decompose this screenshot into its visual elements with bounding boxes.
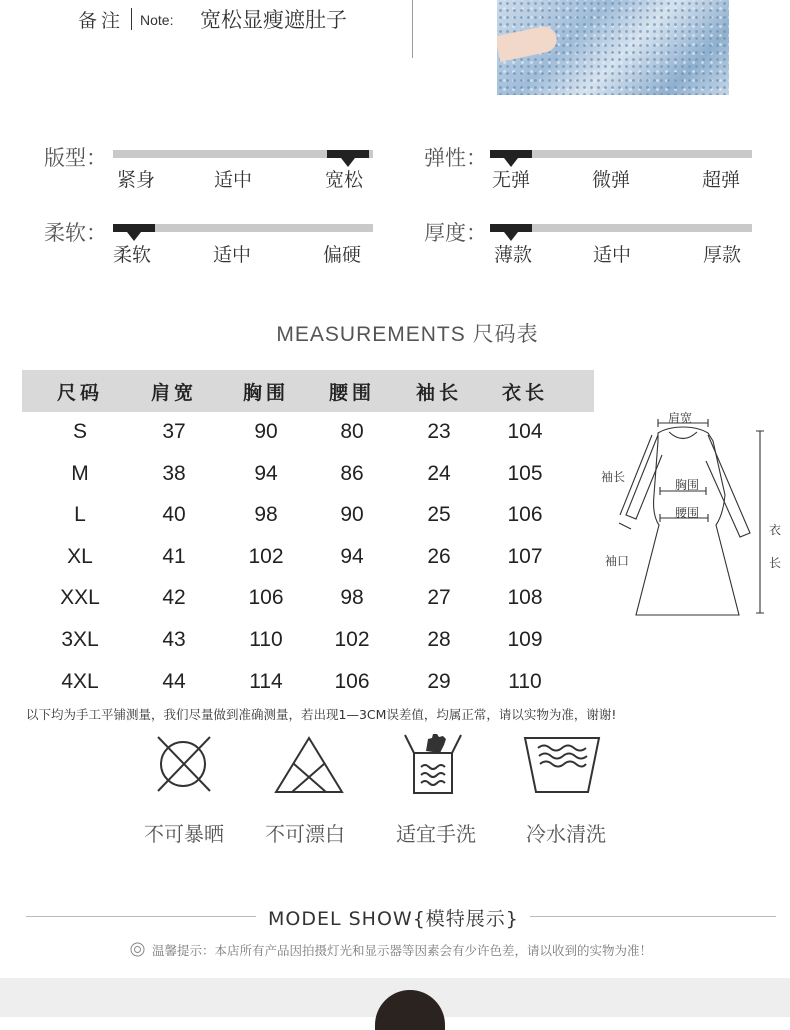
elasticity-option-slight: 微弹	[592, 169, 631, 191]
size-table-header-cell: 袖长	[415, 382, 462, 404]
fit-option-loose: 宽松	[325, 169, 364, 191]
softness-option-medium: 适中	[213, 244, 252, 266]
diagram-label-length-1: 衣	[769, 523, 782, 537]
size-table-cell: 3XL	[61, 628, 99, 651]
size-table-header-cell: 腰围	[328, 382, 375, 404]
tip-icon	[130, 942, 145, 957]
size-table-cell: 106	[507, 503, 543, 526]
size-table-cell: 44	[162, 670, 186, 693]
size-table-cell: 107	[507, 545, 543, 568]
size-table-cell: 42	[162, 586, 186, 609]
size-table-cell: 23	[427, 420, 451, 443]
thickness-option-thin: 薄款	[494, 244, 533, 266]
note-divider	[131, 8, 132, 30]
cold-water-icon	[522, 734, 602, 796]
size-table-cell: 104	[507, 420, 543, 443]
model-show-divider-right	[530, 916, 776, 917]
elasticity-option-none: 无弹	[492, 169, 531, 191]
model-show-tip: 温馨提示：本店所有产品因拍摄灯光和显示器等因素会有少许色差，请以收到的实物为准！	[152, 943, 653, 958]
care-label-no-sun: 不可暴晒	[144, 822, 224, 846]
diagram-label-length-2: 长	[769, 556, 782, 570]
size-table-header-cell: 尺码	[56, 382, 103, 404]
size-table-cell: 43	[162, 628, 186, 651]
size-table-cell: 102	[248, 545, 284, 568]
diagram-label-sleeve: 袖长	[601, 470, 626, 484]
size-table-cell: 90	[254, 420, 278, 443]
softness-option-soft: 柔软	[113, 244, 152, 266]
elasticity-scale-label: 弹性：	[424, 146, 487, 170]
size-table-cell: 29	[427, 670, 451, 693]
size-table-header-cell: 衣长	[501, 382, 548, 404]
diagram-label-chest: 胸围	[675, 478, 700, 492]
softness-scale-marker	[113, 224, 155, 232]
size-table-cell: M	[71, 462, 89, 485]
size-table-cell: 27	[427, 586, 451, 609]
size-table-cell: 4XL	[61, 670, 99, 693]
diagram-label-waist: 腰围	[675, 506, 700, 520]
model-show-title: MODEL SHOW{模特展示}	[268, 908, 519, 930]
size-table-header-cell: 胸围	[242, 382, 289, 404]
fit-scale-label: 版型：	[44, 146, 107, 170]
measurements-title: MEASUREMENTS 尺码表	[276, 323, 539, 346]
size-table-cell: 106	[248, 586, 284, 609]
size-table-cell: 105	[507, 462, 543, 485]
size-table-cell: 86	[340, 462, 364, 485]
size-table-cell: 28	[427, 628, 451, 651]
no-sun-icon	[154, 733, 214, 795]
softness-option-stiff: 偏硬	[323, 244, 362, 266]
size-table-header-cell: 肩宽	[150, 382, 197, 404]
size-table-cell: S	[72, 420, 87, 443]
thickness-scale-label: 厚度：	[424, 221, 487, 245]
size-table-cell: 110	[508, 670, 542, 693]
thickness-scale-marker	[490, 224, 532, 232]
size-table-cell: 98	[340, 586, 364, 609]
vertical-divider	[412, 0, 413, 58]
thickness-option-medium: 适中	[593, 244, 632, 266]
size-table-cell: 114	[249, 670, 283, 693]
size-table-cell: 38	[162, 462, 186, 485]
care-label-no-bleach: 不可漂白	[265, 822, 345, 846]
diagram-label-shoulder: 肩宽	[668, 411, 693, 425]
size-table-cell: 102	[334, 628, 370, 651]
thickness-option-thick: 厚款	[703, 244, 742, 266]
elasticity-option-high: 超弹	[702, 169, 741, 191]
note-label-en: Note:	[140, 12, 174, 28]
size-table-cell: 37	[162, 420, 186, 443]
no-bleach-icon	[274, 734, 344, 796]
measurement-disclaimer: 以下均为手工平铺测量，我们尽量做到准确测量，若出现1—3CM误差值，均属正常，请以实物为准，谢谢!	[26, 707, 617, 722]
size-table-cell: 26	[427, 545, 451, 568]
elasticity-scale-marker	[490, 150, 532, 158]
size-table-cell: 109	[507, 628, 543, 651]
size-table-cell: 90	[340, 503, 364, 526]
note-value: 宽松显瘦遮肚子	[200, 8, 347, 32]
size-table-cell: 108	[507, 586, 543, 609]
fit-scale-marker	[327, 150, 369, 158]
softness-scale-label: 柔软：	[44, 221, 107, 245]
size-table-cell: XXL	[60, 586, 100, 609]
size-table-cell: 25	[427, 503, 451, 526]
model-show-divider-left	[26, 916, 256, 917]
size-table-cell: 94	[340, 545, 364, 568]
size-table-cell: 106	[334, 670, 370, 693]
fit-option-tight: 紧身	[117, 169, 156, 191]
diagram-label-cuff: 袖口	[605, 554, 630, 568]
size-table-cell: 40	[162, 503, 186, 526]
fit-option-medium: 适中	[214, 169, 253, 191]
product-photo	[497, 0, 729, 95]
note-label: 备注	[78, 10, 125, 32]
size-table-cell: 80	[340, 420, 364, 443]
size-table-cell: 41	[162, 545, 186, 568]
care-label-cold-water: 冷水清洗	[526, 822, 606, 846]
size-table-cell: 98	[254, 503, 278, 526]
hand-wash-icon	[402, 731, 464, 797]
size-table-cell: XL	[67, 545, 93, 568]
care-label-hand-wash: 适宜手洗	[396, 822, 476, 846]
size-table-cell: 94	[254, 462, 278, 485]
size-table-cell: 110	[249, 628, 283, 651]
size-table-cell: L	[74, 503, 86, 526]
size-table-cell: 24	[427, 462, 451, 485]
